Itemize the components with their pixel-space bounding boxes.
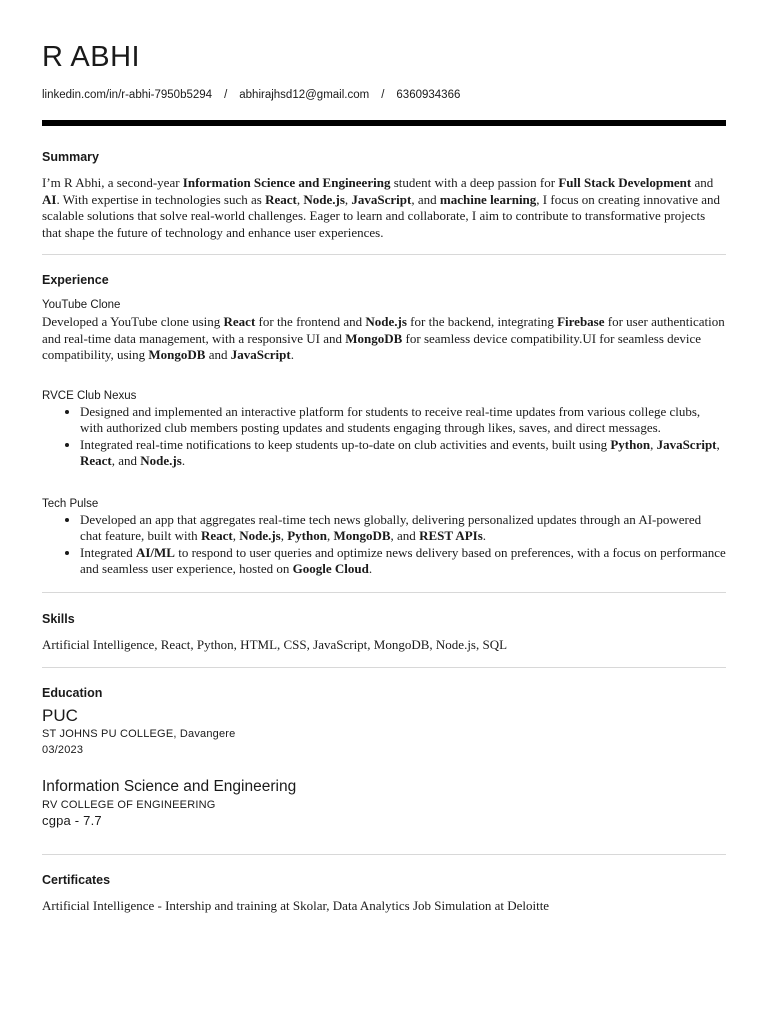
experience-item-youtube <box>42 298 726 364</box>
bold-term: Full Stack Development <box>558 175 692 190</box>
text-run: I’m R Abhi, a second-year <box>42 175 183 190</box>
certificates-text: Artificial Intelligence - Intership and training at Skolar, Data Analytics Job Simulation at Deloitte <box>42 898 550 913</box>
bold-term: MongoDB <box>345 330 403 346</box>
certificates-section <box>42 855 726 915</box>
bold-term: Google Cloud <box>292 561 369 576</box>
text-run: . <box>181 453 186 468</box>
bold-term: Python <box>610 436 651 452</box>
education-section <box>42 668 726 855</box>
bullet-item <box>80 437 726 470</box>
bold-term: AI <box>42 191 57 207</box>
text-run: , and <box>390 528 420 543</box>
skills-section <box>42 593 726 669</box>
education-heading: Education <box>42 686 103 700</box>
education-title: PUC <box>42 706 78 725</box>
bullet-item <box>80 545 726 578</box>
bold-term: machine learning <box>439 191 537 207</box>
education-grade: cgpa - 7.7 <box>42 813 102 828</box>
text-run: . <box>290 347 294 362</box>
contact-line <box>42 88 726 102</box>
bold-term: Firebase <box>557 314 605 329</box>
contact-separator: / <box>381 89 385 101</box>
experience-bullets <box>42 404 726 470</box>
text-run: , <box>650 436 657 452</box>
text-run: and <box>691 175 714 190</box>
bold-term: Node.js <box>239 528 281 543</box>
text-run: , <box>296 191 304 207</box>
text-run: . <box>368 561 373 576</box>
experience-title: RVCE Club Nexus <box>42 389 137 402</box>
education-institution: ST JOHNS PU COLLEGE, Davangere <box>42 728 236 740</box>
text-run: student with a deep passion for <box>390 175 559 190</box>
bold-term: MongoDB <box>333 528 391 543</box>
education-institution: RV COLLEGE OF ENGINEERING <box>42 799 216 811</box>
text-run: , <box>344 191 352 207</box>
bold-term: React <box>80 453 112 468</box>
bold-term: React <box>265 191 297 207</box>
experience-item-pulse <box>42 497 726 578</box>
bullet-item <box>80 512 726 545</box>
text-run: to respond to user queries and optimize news delivery based on preferences, with a focus on performance and seamless user experience, hosted on <box>80 544 726 576</box>
summary-section <box>42 126 726 255</box>
bullet-item <box>80 404 726 437</box>
text-run: and <box>205 347 231 362</box>
text-run: , <box>232 528 240 543</box>
bold-term: REST APIs <box>419 528 483 543</box>
experience-title: Tech Pulse <box>42 497 99 510</box>
bold-term: React <box>223 314 256 329</box>
text-run: . With expertise in technologies such as <box>56 191 266 207</box>
text-run: for user authentication and real-time data management, with a responsive UI and <box>42 314 725 346</box>
phone-number: 6360934366 <box>396 89 461 101</box>
text-run: Integrated <box>80 544 136 560</box>
certificates-heading: Certificates <box>42 873 111 887</box>
skills-heading: Skills <box>42 611 75 626</box>
text-run: Integrated real-time notifications to keep students up-to-date on club activities and events, built using <box>80 436 611 452</box>
experience-heading: Experience <box>42 273 109 287</box>
bold-term: AI/ML <box>135 544 175 560</box>
contact-separator: / <box>224 89 228 101</box>
bold-term: Python <box>287 528 327 543</box>
skills-text: Artificial Intelligence, React, Python, HTML, CSS, JavaScript, MongoDB, Node.js, SQL <box>42 636 508 652</box>
text-run: for seamless device compatibility.UI for seamless device compatibility, using <box>42 330 702 362</box>
text-run: , and <box>111 453 141 468</box>
linkedin-link[interactable]: linkedin.com/in/r-abhi-7950b5294 <box>42 89 213 101</box>
education-date: 03/2023 <box>42 744 84 756</box>
experience-bullets <box>42 512 726 578</box>
text-run: for the backend, integrating <box>406 314 558 329</box>
bold-term: JavaScript <box>351 191 412 207</box>
email-link[interactable]: abhirajhsd12@gmail.com <box>239 89 370 101</box>
education-item-degree <box>42 777 726 829</box>
text-run: . <box>482 528 487 543</box>
text-run: , <box>326 528 334 543</box>
text-run: Developed an app that aggregates real-time tech news globally, delivering personalized updates through an AI-powered chat feature, built with <box>80 511 702 543</box>
bold-term: Information Science and Engineering <box>182 175 391 190</box>
education-item-puc <box>42 706 726 758</box>
text-run: , <box>280 528 288 543</box>
text-run: , <box>716 436 720 452</box>
candidate-name: R ABHI <box>42 41 141 73</box>
bold-term: React <box>200 528 233 543</box>
bold-term: Node.js <box>140 453 182 468</box>
bold-term: JavaScript <box>230 347 291 362</box>
text-run: , and <box>411 191 440 207</box>
text-run: for the frontend and <box>255 314 366 329</box>
education-title: Information Science and Engineering <box>42 778 297 795</box>
experience-section <box>42 255 726 593</box>
text-run: , I focus on creating innovative and scalable solutions that solve real-world challenges. Eager to learn and collaborate, I aim to contribute to transformative projects that shape the future of technology and enhance user experiences. <box>42 191 721 240</box>
summary-text <box>42 175 726 241</box>
experience-description <box>42 314 726 364</box>
experience-title: YouTube Clone <box>42 299 121 311</box>
text-run: Designed and implemented an interactive platform for students to receive real-time updates from various college clubs, with authorized club members posting updates and students engaging through likes, saves, and direct messages. <box>80 403 701 435</box>
text-run: Developed a YouTube clone using <box>42 314 224 329</box>
bold-term: JavaScript <box>656 436 717 452</box>
bold-term: Node.js <box>365 314 407 329</box>
bold-term: MongoDB <box>148 347 206 362</box>
bold-term: Node.js <box>303 191 345 207</box>
summary-heading: Summary <box>42 150 99 164</box>
experience-item-nexus <box>42 389 726 470</box>
